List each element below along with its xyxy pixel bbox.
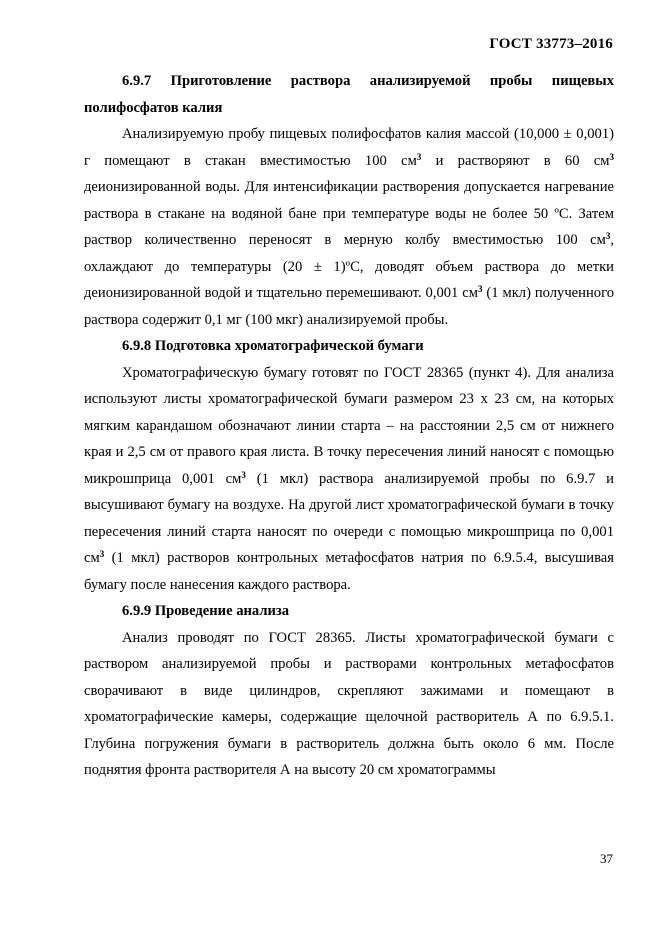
- text-run: (1 мкл) раствора анализируемой пробы по 6.9.7 и высушивают бумагу на воздухе. На другой лист хроматографической бумаги в точку пересечения линий старта наносят по очереди с помощью микрошприца по 0,001 см: [84, 470, 614, 566]
- section-6-9-7-paragraph: [84, 121, 614, 333]
- text-run: Хроматографическую бумагу готовят по ГОСТ 28365 (пункт 4). Для анализа используют листы хроматографической бумаги размером 23 х 23 см, на которых мягким карандашом обозначают линии старта – на расстоянии 2,5 см от нижнего края и 2,5 см от правого края листа. В точку пересечения линий наносят с помощью микрошприца 0,001 см: [84, 364, 614, 487]
- superscript: 3: [241, 469, 246, 480]
- text-run: Анализ проводят по ГОСТ 28365. Листы хроматографической бумаги с раствором анализируемой пробы и растворами контрольных метафосфатов сворачивают в виде цилиндров, скрепляют зажимами и помещают в хроматографические камеры, содержащие щелочной растворитель А по 6.9.5.1. Глубина погружения бумаги в растворитель должна быть около 6 мм. После поднятия фронта растворителя А на высоту 20 см хроматограммы: [84, 629, 614, 778]
- text-run: Анализируемую пробу пищевых полифосфатов калия массой (10,000 ± 0,001) г помещают в стакан вместимостью 100 см: [84, 126, 614, 169]
- document-body: [84, 68, 614, 784]
- text-run: (1 мкл) растворов контрольных метафосфатов натрия по 6.9.5.4, высушивая бумагу после нанесения каждого раствора.: [84, 550, 614, 593]
- document-header: ГОСТ 33773–2016: [489, 36, 613, 52]
- superscript: 3: [416, 151, 422, 162]
- superscript: 3: [99, 549, 105, 560]
- text-run: , охлаждают до температуры (20 ± 1)ºС, доводят объем раствора до метки деионизированной водой и тщательно перемешивают. 0,001 см: [84, 232, 614, 301]
- section-6-9-7-heading: 6.9.7 Приготовление раствора анализируемой пробы пищевых полифосфатов калия: [84, 73, 614, 116]
- superscript: 3: [605, 231, 611, 242]
- superscript: 3: [477, 284, 483, 295]
- section-6-9-8-paragraph: [84, 360, 614, 599]
- section-6-9-9-heading: 6.9.9 Проведение анализа: [122, 603, 290, 619]
- page-number: 37: [600, 851, 613, 866]
- text-run: и растворяют в 60 см: [421, 152, 610, 169]
- section-6-9-9-paragraph: [84, 625, 614, 784]
- section-6-9-8-heading: 6.9.8 Подготовка хроматографической бумаги: [122, 338, 424, 354]
- text-run: деионизированной воды. Для интенсификации растворения допускается нагревание раствора в стакане на водяной бане при температуре воды не более 50 ºС. Затем раствор количественно переносят в мерную колбу вместимостью 100 см: [84, 179, 614, 248]
- superscript: 3: [609, 151, 614, 162]
- text-run: (1 мкл) полученного раствора содержит 0,1 мг (100 мкг) анализируемой пробы.: [84, 285, 614, 328]
